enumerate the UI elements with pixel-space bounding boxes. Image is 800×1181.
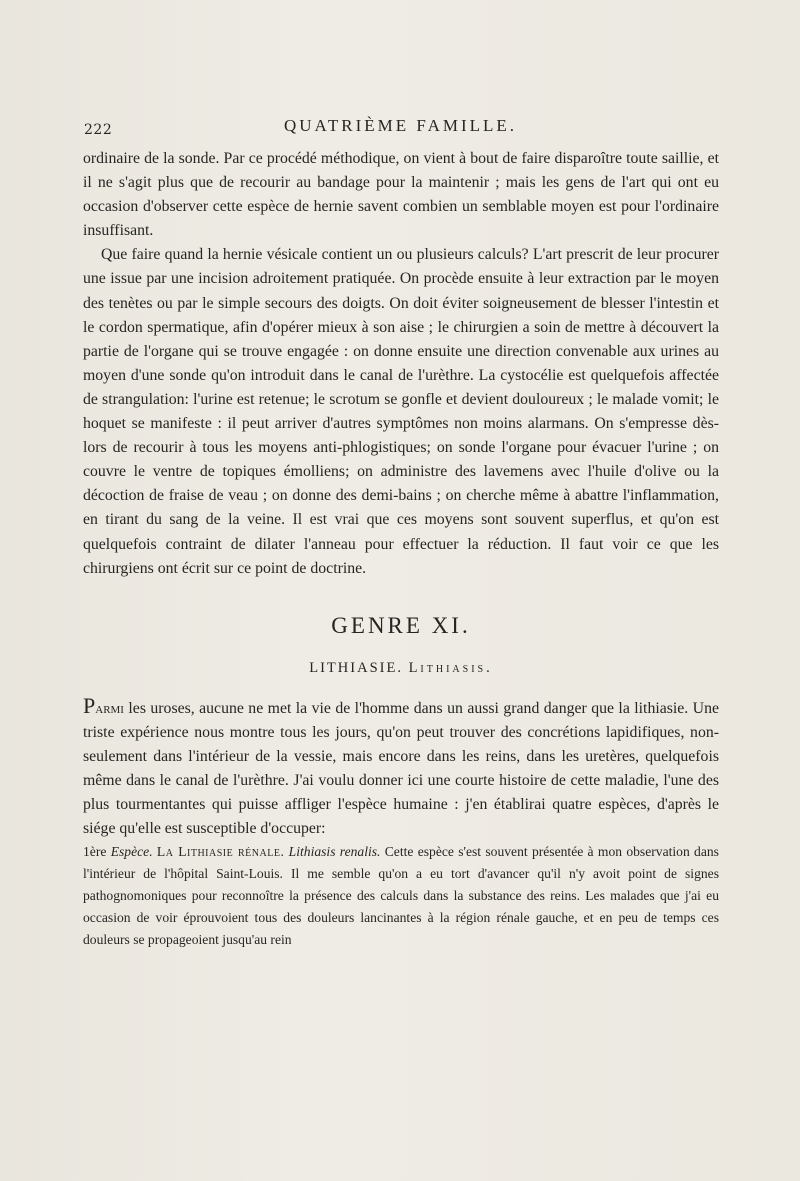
- species-paragraph: [83, 841, 719, 951]
- species-latin: Lithiasis renalis.: [288, 844, 381, 860]
- first-word-rest: armi: [95, 699, 124, 717]
- running-title: QUATRIÈME FAMILLE.: [283, 116, 518, 135]
- page-number: 222: [84, 122, 113, 138]
- section-subtitle: [83, 658, 719, 678]
- paragraph-intro: [83, 694, 719, 842]
- subtitle-french: LITHIASIE.: [309, 659, 403, 676]
- species-label: Espèce.: [110, 844, 153, 860]
- running-head: [84, 116, 717, 140]
- intro-text: les uroses, aucune ne met la vie de l'homme dans un aussi grand danger que la lithiasie. Une triste expérience nous montre tous les jours, qu'on peut trouver des concrétions lapidifiques, non-seulement dans l'intérieur de la vessie, mais encore dans les reins, dans les uretères, quelquefois même dans le canal de l'urèthre. J'ai voulu donner ici une courte histoire de cette maladie, l'une des plus tourmentantes qui puisse affliger l'espèce humaine : j'en établirai quatre espèces, d'après le siége qu'elle est susceptible d'occuper:: [83, 699, 719, 838]
- species-name: La Lithiasie rénale.: [156, 844, 285, 860]
- paragraph-hernie-vesicale: Que faire quand la hernie vésicale contient un ou plusieurs calculs? L'art prescrit de leur procurer une issue par une incision adroitement pratiquée. On procède ensuite à leur extraction par le moyen des tenètes ou par le simple secours des doigts. On doit éviter soigneusement de blesser l'intestin et le cordon spermatique, afin d'opérer mieux à son aise ; le chirurgien a soin de mettre à découvert la partie de l'organe qui se trouve engagée : on donne ensuite une direction convenable aux urines au moyen d'une sonde qu'on introduit dans le canal de l'urèthre. La cystocélie est quelquefois affectée de strangulation: l'urine est retenue; le scrotum se gonfle et devient douloureux ; le malade vomit; le hoquet se manifeste : il peut arriver d'autres symptômes non moins alarmans. On s'empresse dès-lors de recourir à tous les moyens anti-phlogistiques; on sonde l'organe pour évacuer l'urine ; on couvre le ventre de topiques émolliens; on administre des lavemens avec l'huile d'olive ou la décoction de fraise de veau ; on donne des demi-bains ; on cherche même à abattre l'inflammation, en tirant du sang de la veine. Il est vrai que ces moyens sont souvent superflus, et qu'on est quelquefois contraint de dilater l'anneau pour effectuer la réduction. Il faut voir ce que les chirurgiens ont écrit sur ce point de doctrine.: [83, 246, 719, 577]
- paragraph-continued: ordinaire de la sonde. Par ce procédé méthodique, on vient à bout de faire disparoître toute saillie, et il ne s'agit plus que de recourir au bandage pour la maintenir ; mais les gens de l'art qui ont eu occasion d'observer cette espèce de hernie savent combien un semblable moyen est pour l'ordinaire insuffisant.: [83, 150, 719, 240]
- subtitle-latin: Lithiasis.: [408, 659, 493, 676]
- species-number: 1ère: [83, 844, 107, 860]
- body-text: [83, 147, 719, 951]
- genre-heading: GENRE XI.: [331, 612, 471, 638]
- species-text: Cette espèce s'est souvent présentée à mon observation dans l'intérieur de l'hôpital Saint-Louis. Il me semble qu'on a eu tort d'avancer qu'il n'y avoit point de signes pathognomoniques pour reconnoître la présence des calculs dans la substance des reins. Les malades que j'ai eu occasion de voir éprouvoient tous des douleurs lancinantes à la région rénale gauche, et en peu de temps ces douleurs se propageoient jusqu'au rein: [83, 844, 719, 948]
- drop-cap: P: [83, 692, 96, 718]
